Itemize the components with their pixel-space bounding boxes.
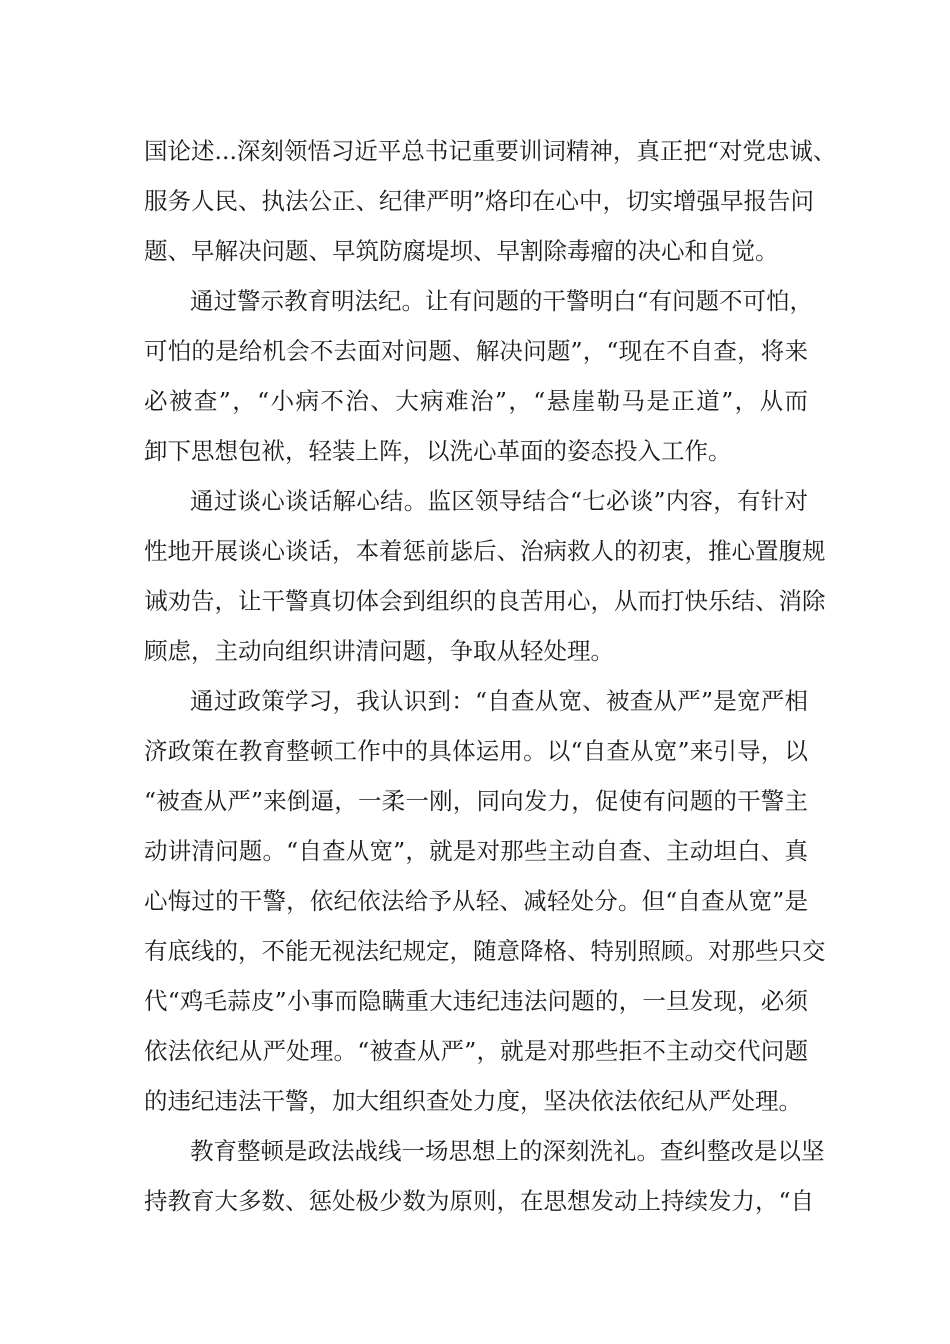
text-line: 代“鸡毛蒜皮”小事而隐瞒重大违纪违法问题的，一旦发现，必须 — [144, 987, 808, 1015]
text-line: “被查从严”来倒逼，一柔一刚，同向发力，促使有问题的干警主 — [144, 787, 808, 815]
text-line: 服务人民、执法公正、纪律严明”烙印在心中，切实增强早报告问 — [144, 187, 815, 215]
text-line: 依法依纪从严处理。“被查从严”，就是对那些拒不主动交代问题 — [144, 1037, 808, 1065]
text-line: 顾虑，主动向组织讲清问题，争取从轻处理。 — [144, 637, 614, 665]
text-line: 诫劝告，让干警真切体会到组织的良苦用心，从而打快乐结、消除 — [144, 587, 826, 615]
text-line: 通过政策学习，我认识到：“自查从宽、被查从严”是宽严相 — [190, 687, 808, 715]
text-line: 济政策在教育整顿工作中的具体运用。以“自查从宽”来引导，以 — [144, 737, 808, 765]
text-line: 通过警示教育明法纪。让有问题的干警明白“有问题不可怕， — [190, 287, 814, 315]
text-line: 动讲清问题。“自查从宽”，就是对那些主动自查、主动坦白、真 — [144, 837, 808, 865]
text-line: 持教育大多数、惩处极少数为原则，在思想发动上持续发力，“自 — [144, 1187, 815, 1215]
text-line: 有底线的，不能无视法纪规定，随意降格、特别照顾。对那些只交 — [144, 937, 826, 965]
text-line: 的违纪违法干警，加大组织查处力度，坚决依法依纪从严处理。 — [144, 1087, 802, 1115]
document-body — [144, 126, 837, 1226]
text-line: 可怕的是给机会不去面对问题、解决问题”，“现在不自查，将来 — [144, 337, 808, 365]
text-line: 心悔过的干警，依纪依法给予从轻、减轻处分。但“自查从宽”是 — [144, 887, 808, 915]
text-line: 教育整顿是政法战线一场思想上的深刻洗礼。查纠整改是以坚 — [190, 1137, 825, 1165]
text-line: 通过谈心谈话解心结。监区领导结合“七必谈”内容，有针对 — [190, 487, 808, 515]
text-line: 国论述...深刻领悟习近平总书记重要训词精神，真正把“对党忠诚、 — [144, 137, 837, 165]
text-line: 性地开展谈心谈话，本着惩前毖后、治病救人的初衷，推心置腹规 — [144, 537, 826, 565]
text-line: 卸下思想包袱，轻装上阵，以洗心革面的姿态投入工作。 — [144, 437, 732, 465]
text-line: 必被查”，“小病不治、大病难治”，“悬崖勒马是正道”，从而 — [144, 387, 808, 415]
text-line: 题、早解决问题、早筑防腐堤坝、早割除毒瘤的决心和自觉。 — [144, 237, 779, 265]
